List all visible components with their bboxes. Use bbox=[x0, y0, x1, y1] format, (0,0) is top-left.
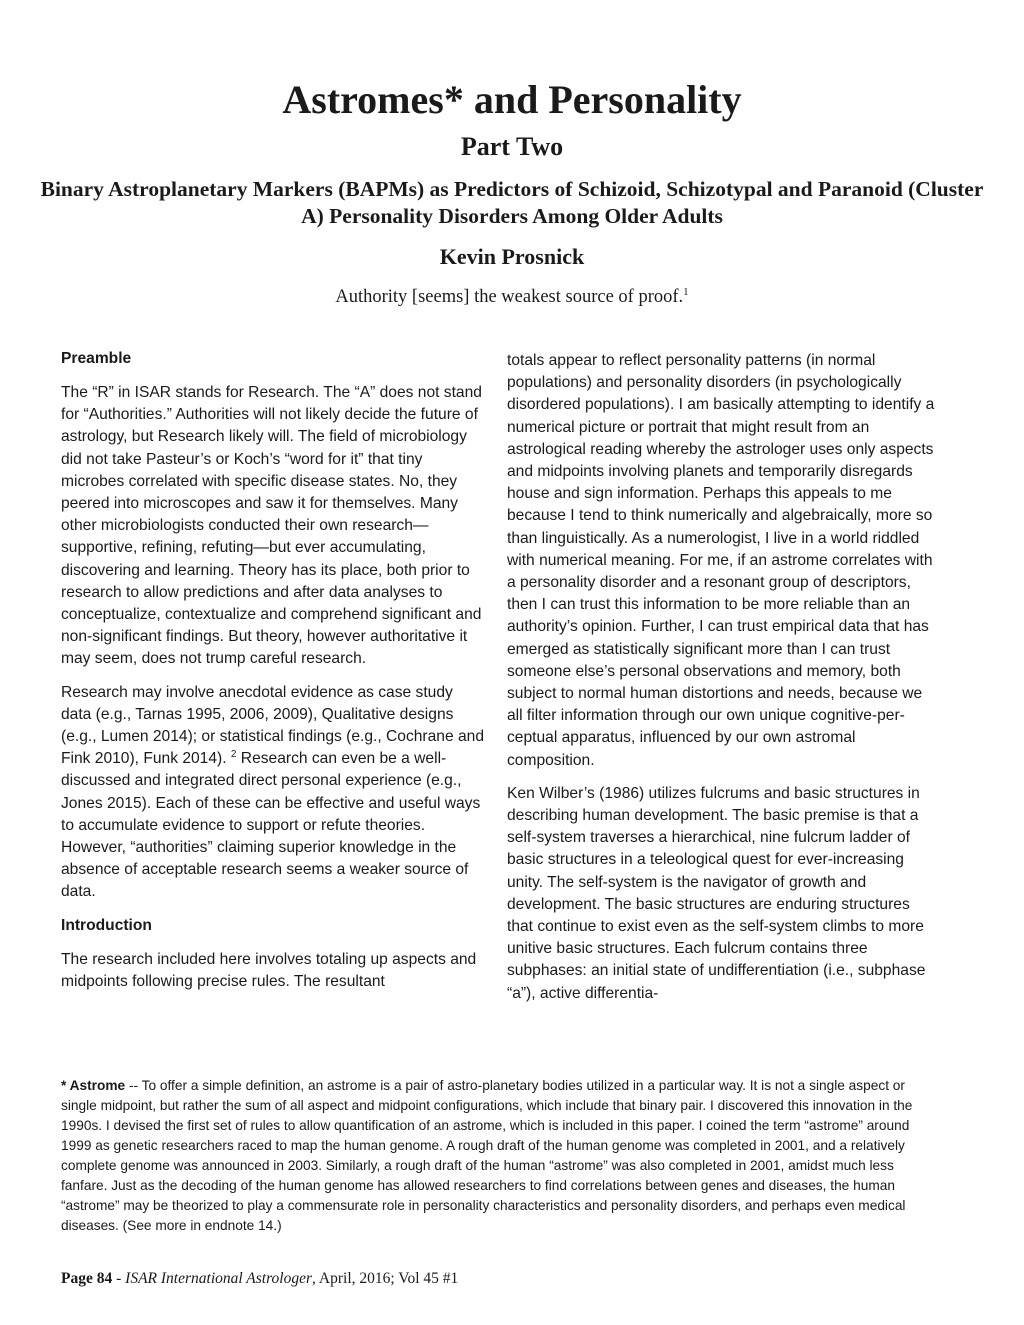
epigraph-note-marker: 1 bbox=[683, 286, 689, 298]
right-column bbox=[507, 350, 935, 1016]
introduction-paragraph-1: The research included here involves totaling up aspects and midpoints following precise rules. The resultant bbox=[61, 950, 477, 990]
footnote-text: -- To offer a simple definition, an astrome is a pair of astro-planetary bodies utilized in a particular way. It is not a single aspect or single midpoint, but rather the sum of all aspect and midpoint configurations, which include that binary pair. I discovered this innovation in the 1990s. I devised the first set of rules to allow quantification of an astrome, which is included in this paper. I coined the term “astrome” around 1999 as genetic researchers raced to map the human genome. A rough draft of the human genome was completed in 2001, and a relatively complete genome was announced in 2003. Similarly, a rough draft of the human “astrome” was also completed in 2001, amidst much less fanfare. Just as the decoding of the human genome has allowed researchers to find correlations between genes and diseases, the human “astrome” may be theorized to play a commensurate role in personality characteristics and personality disorders, and perhaps even medical diseases. (See more in endnote 14.) bbox=[61, 1078, 913, 1233]
article-title: Astromes* and Personality bbox=[282, 77, 742, 122]
epigraph-text: Authority [seems] the weakest source of proof. bbox=[335, 287, 684, 308]
preamble-paragraph-2-end: Research can even be a well-discussed and integrated direct personal experience (e.g., Jones 2015). Each of these can be effective and useful ways to accumulate evidence to support or refute theories. However, “authorities” claiming superior knowledge in the absence of acceptable research seems a weaker source of data. bbox=[61, 750, 481, 901]
publication-name: ISAR International Astrologer bbox=[125, 1270, 313, 1287]
preamble-paragraph-2 bbox=[61, 682, 486, 904]
page-footer bbox=[61, 1270, 761, 1288]
preamble-paragraph-1: The “R” in ISAR stands for Research. The “A” does not stand for “Authorities.” Authorities will not likely decide the future of astrology, but Research likely will. The field of microbiology did not take Pasteur’s or Koch’s “word for it” that tiny microbes correlated with specific disease states. No, they peered into microscopes and saw it for themselves. Many other microbiologists conducted their own research—supportive, refining, refuting—but ever accumulating, discovering and learning. Theory has its place, both prior to research to allow predictions and after data analyses to conceptualize, contextualize and comprehend significant and non-significant findings. But theory, however authoritative it may seem, does not trump careful research. bbox=[61, 384, 482, 668]
page-number: Page 84 bbox=[61, 1270, 113, 1287]
introduction-heading: Introduction bbox=[61, 916, 152, 934]
left-column bbox=[61, 348, 486, 1004]
article-long-title: Binary Astroplanetary Markers (BAPMs) as Predictors of Schizoid, Schizotypal and Paranoid (Cluster A) Personality Disorders Among Older Adults bbox=[40, 177, 984, 228]
article-subtitle: Part Two bbox=[460, 132, 564, 161]
footnote-marker: * Astrome bbox=[61, 1078, 126, 1093]
issue-info: , April, 2016; Vol 45 #1 bbox=[312, 1270, 459, 1287]
author-name: Kevin Prosnick bbox=[439, 244, 585, 269]
preamble-heading: Preamble bbox=[61, 350, 132, 367]
footer-separator: - bbox=[112, 1270, 126, 1287]
epigraph bbox=[0, 286, 1024, 308]
preamble-paragraph-2-start: Research may involve anecdotal evidence as case study data (e.g., Tarnas 1995, 2006, 2009), Qualitative designs (e.g., Lumen 2014); or statistical findings (e.g., Cochrane and Fink 2010), Funk 2014). bbox=[61, 683, 484, 768]
right-paragraph-2: Ken Wilber’s (1986) utilizes fulcrums and basic structures in describing human development. The basic premise is that a self-system traverses a hierarchical, nine fulcrum ladder of basic structures in a teleological quest for ever-increasing unity. The self-system is the navigator of growth and development. The basic structures are enduring structures that continue to exist even as the self-system climbs to more unitive basic structures. Each fulcrum contains three subphases: an initial state of undifferentiation (i.e., subphase “a”), active differentia- bbox=[507, 784, 926, 1002]
astrome-footnote bbox=[61, 1076, 941, 1236]
right-paragraph-1: totals appear to reflect personality patterns (in normal populations) and personality disorders (in psychologically disordered populations). I am basically attempting to identify a numerical picture or portrait that might result from an astrological reading whereby the astrologer uses only aspects and midpoints involving planets and temporarily disregards house and sign information. Perhaps this appeals to me because I tend to think numerically and algebraically, more so than linguistically. As a numerologist, I live in a world riddled with numerical meaning. For me, if an astrome correlates with a personality disorder and a resonant group of descriptors, then I can trust this information to be more reliable than an authority’s opinion. Further, I can trust empirical data that has emerged as statistically significant more than I can trust someone else’s personal observations and memory, both subject to normal human distortions and needs, because we all filter information through our own unique cognitive-perceptual apparatus, influenced by our own astromal composition. bbox=[507, 352, 935, 769]
footnote-marker-2: 2 bbox=[230, 749, 237, 761]
